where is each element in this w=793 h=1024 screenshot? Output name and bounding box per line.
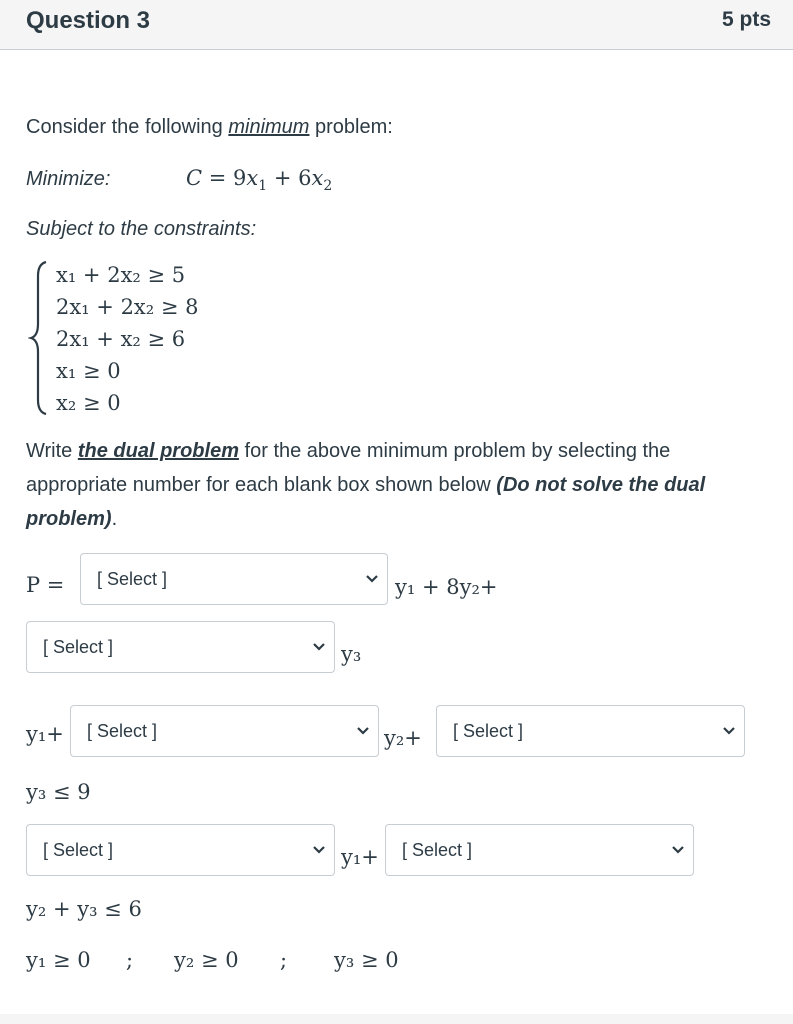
objective-plus: + [267, 166, 299, 190]
constraint-3-lhs: 2x₁ + x₂ [56, 327, 141, 351]
objective-c1: 9 [233, 166, 247, 190]
select-constraint1-y2-coef[interactable] [70, 705, 379, 757]
instructions-bold-italic2: (Do not solve the dual [496, 474, 706, 496]
objective-s1: 1 [258, 178, 268, 194]
constraint-5-lhs: x₂ [56, 391, 77, 415]
dual-c2-mid: y₁+ [341, 845, 379, 869]
chevron-down-icon [671, 843, 685, 857]
dual-c1-lead: y₁+ [26, 722, 64, 746]
dual-c2-tail: y₂ + y₃ ≤ 6 [26, 897, 142, 921]
constraint-1-lhs: x₁ + 2x₂ [56, 263, 141, 287]
select-constraint1-y3-coef[interactable] [436, 705, 745, 757]
dual-objective-y3: y₃ [341, 642, 362, 666]
question-points: 5 pts [721, 8, 771, 31]
constraint-1-rhs: 5 [171, 263, 186, 287]
select-6-placeholder: [ Select ] [402, 839, 473, 860]
select-4-placeholder: [ Select ] [453, 720, 524, 741]
objective-eq: = [202, 166, 234, 190]
dual-nonneg-y2: y₂ ≥ 0 [174, 948, 239, 972]
chevron-down-icon [312, 640, 326, 654]
intro-suffix: problem: [309, 116, 393, 138]
select-constraint2-y1-coef[interactable] [26, 824, 335, 876]
intro-prefix: Consider the following [26, 116, 229, 138]
dual-objective-terms: y₁ + 8y₂+ [395, 575, 498, 599]
chevron-down-icon [312, 843, 326, 857]
select-5-placeholder: [ Select ] [43, 839, 114, 860]
constraint-4-rhs: 0 [107, 359, 121, 383]
constraint-3-rel: ≥ [140, 327, 172, 351]
minimize-label: Minimize: [26, 168, 111, 190]
instructions-part2: for the above minimum problem by selecting the [238, 440, 671, 462]
constraints-label: Subject to the constraints: [26, 218, 257, 240]
constraint-5 [56, 391, 121, 415]
objective-v1: x [246, 166, 259, 190]
constraint-1-rel: ≥ [140, 263, 172, 287]
constraint-5-rel: ≥ [76, 391, 108, 415]
objective-function [186, 166, 333, 194]
chevron-down-icon [356, 724, 370, 738]
select-3-placeholder: [ Select ] [87, 720, 158, 741]
instructions-bold-italic3: problem) [26, 508, 112, 530]
bottom-bar [0, 1014, 793, 1024]
constraint-2 [56, 295, 199, 319]
intro-emphasis: minimum [228, 116, 310, 138]
select-1-placeholder: [ Select ] [97, 568, 168, 589]
instructions-line-3 [26, 502, 117, 536]
constraint-1 [56, 263, 185, 287]
select-objective-y3-coef-1[interactable] [80, 553, 388, 605]
constraint-5-rhs: 0 [107, 391, 121, 415]
question-title: Question 3 [26, 7, 151, 34]
left-brace [28, 260, 50, 416]
constraint-2-rhs: 8 [185, 295, 199, 319]
instructions-line2-text: appropriate number for each blank box shown below [26, 474, 497, 496]
dual-nonneg-y3: y₃ ≥ 0 [334, 948, 399, 972]
instructions-bold-link: the dual problem [77, 440, 239, 462]
objective-s2: 2 [323, 178, 333, 194]
instructions-line-2 [26, 468, 705, 502]
objective-v2: x [311, 166, 324, 190]
select-2-placeholder: [ Select ] [43, 636, 114, 657]
select-constraint2-y2-coef[interactable] [385, 824, 694, 876]
dual-sep-2: ; [280, 948, 288, 972]
chevron-down-icon [722, 724, 736, 738]
intro-text [26, 110, 393, 144]
dual-nonneg-y1: y₁ ≥ 0 [26, 948, 91, 972]
dual-p-label: P = [26, 573, 65, 597]
objective-lhs: C [186, 166, 203, 190]
instructions-line-1 [26, 434, 670, 468]
chevron-down-icon [365, 572, 379, 586]
select-objective-y3-coef-2[interactable] [26, 621, 335, 673]
dual-objective-label [26, 573, 64, 597]
constraint-4-rel: ≥ [76, 359, 108, 383]
question-header [0, 0, 793, 50]
constraint-3-rhs: 6 [171, 327, 186, 351]
instructions-part1: Write [26, 440, 78, 462]
constraint-4 [56, 359, 121, 383]
dual-c1-tail: y₃ ≤ 9 [26, 780, 91, 804]
constraint-2-rel: ≥ [154, 295, 186, 319]
instructions-end: . [111, 508, 118, 530]
dual-sep-1: ; [126, 948, 134, 972]
constraint-4-lhs: x₁ [56, 359, 77, 383]
constraint-3 [56, 327, 185, 351]
constraint-2-lhs: 2x₁ + 2x₂ [56, 295, 155, 319]
objective-c2: 6 [298, 166, 312, 190]
dual-c1-mid: y₂+ [384, 726, 422, 750]
